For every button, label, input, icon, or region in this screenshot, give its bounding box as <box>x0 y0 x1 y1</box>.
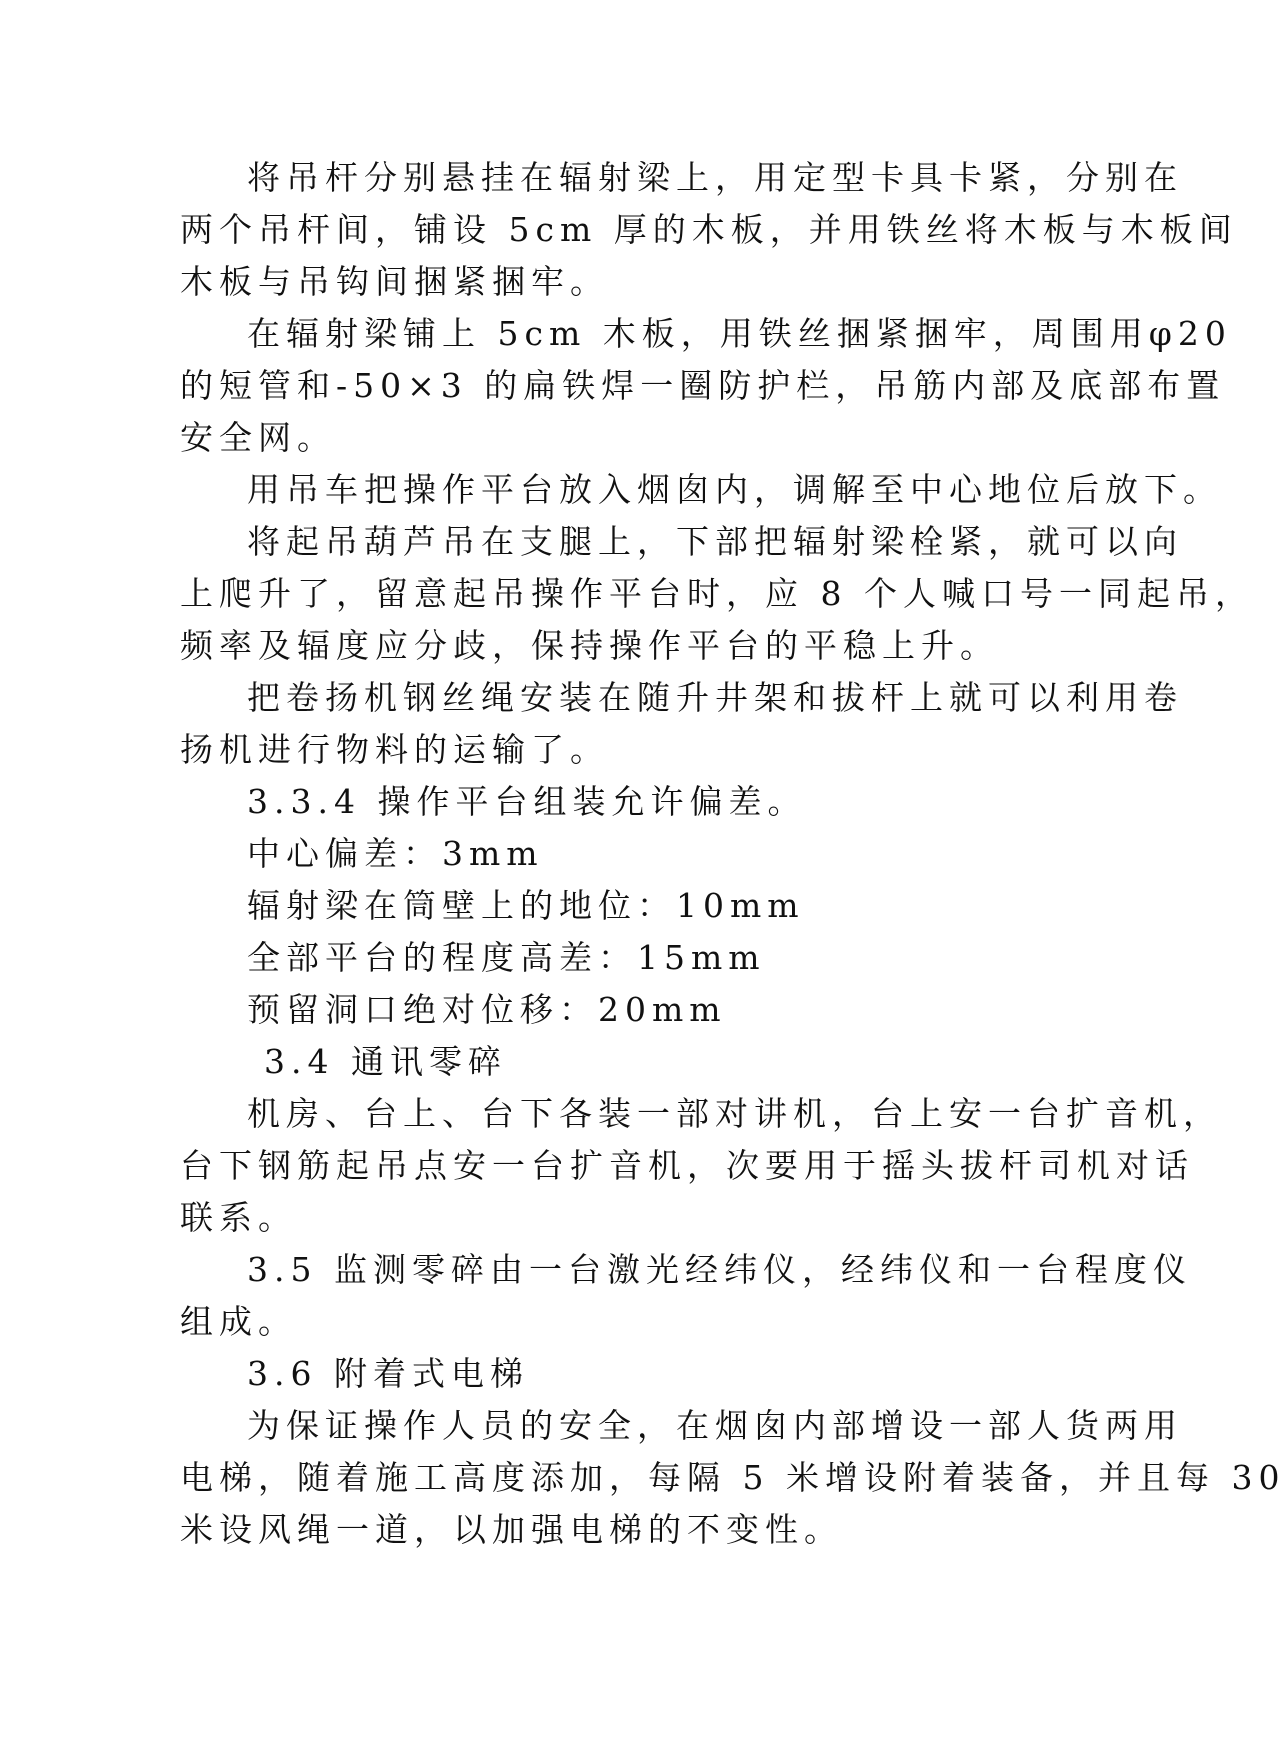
text-line: 米设风绳一道，以加强电梯的不变性。 <box>180 1510 843 1549</box>
text-line: 把卷扬机钢丝绳安装在随升井架和拔杆上就可以利用卷 <box>247 678 1183 717</box>
text-line: 中心偏差：3mm <box>247 834 544 873</box>
text-line: 的短管和-50×3 的扁铁焊一圈防护栏，吊筋内部及底部布置 <box>180 366 1226 405</box>
text-line: 预留洞口绝对位移：20mm <box>247 990 727 1029</box>
text-line: 电梯，随着施工高度添加，每隔 5 米增设附着装备，并且每 30 <box>180 1458 1285 1497</box>
text-line: 安全网。 <box>180 418 336 457</box>
text-line: 辐射梁在筒壁上的地位：10mm <box>247 886 805 925</box>
text-line: 联系。 <box>180 1198 297 1237</box>
text-line: 3.5 监测零碎由一台激光经纬仪，经纬仪和一台程度仪 <box>247 1250 1192 1289</box>
text-line: 扬机进行物料的运输了。 <box>180 730 609 769</box>
text-line: 频率及辐度应分歧，保持操作平台的平稳上升。 <box>180 626 999 665</box>
text-line: 3.6 附着式电梯 <box>247 1354 529 1393</box>
text-line: 在辐射梁铺上 5cm 木板，用铁丝捆紧捆牢，周围用φ20 <box>247 314 1232 353</box>
text-line: 台下钢筋起吊点安一台扩音机，次要用于摇头拔杆司机对话 <box>180 1146 1194 1185</box>
text-line: 木板与吊钩间捆紧捆牢。 <box>180 262 609 301</box>
document-body <box>180 152 1285 1556</box>
text-line: 3.4 通讯零碎 <box>264 1042 507 1081</box>
text-line: 将吊杆分别悬挂在辐射梁上，用定型卡具卡紧，分别在 <box>247 158 1183 197</box>
text-line: 机房、台上、台下各装一部对讲机，台上安一台扩音机， <box>247 1094 1222 1133</box>
text-line: 全部平台的程度高差：15mm <box>247 938 766 977</box>
text-line: 将起吊葫芦吊在支腿上，下部把辐射梁栓紧，就可以向 <box>247 522 1183 561</box>
text-line: 用吊车把操作平台放入烟囱内，调解至中心地位后放下。 <box>247 470 1222 509</box>
text-line: 为保证操作人员的安全，在烟囱内部增设一部人货两用 <box>247 1406 1183 1445</box>
text-line: 3.3.4 操作平台组装允许偏差。 <box>247 782 807 821</box>
text-line: 上爬升了，留意起吊操作平台时，应 8 个人喊口号一同起吊， <box>180 574 1254 613</box>
text-line: 组成。 <box>180 1302 297 1341</box>
text-line: 两个吊杆间，铺设 5cm 厚的木板，并用铁丝将木板与木板间 <box>180 210 1238 249</box>
